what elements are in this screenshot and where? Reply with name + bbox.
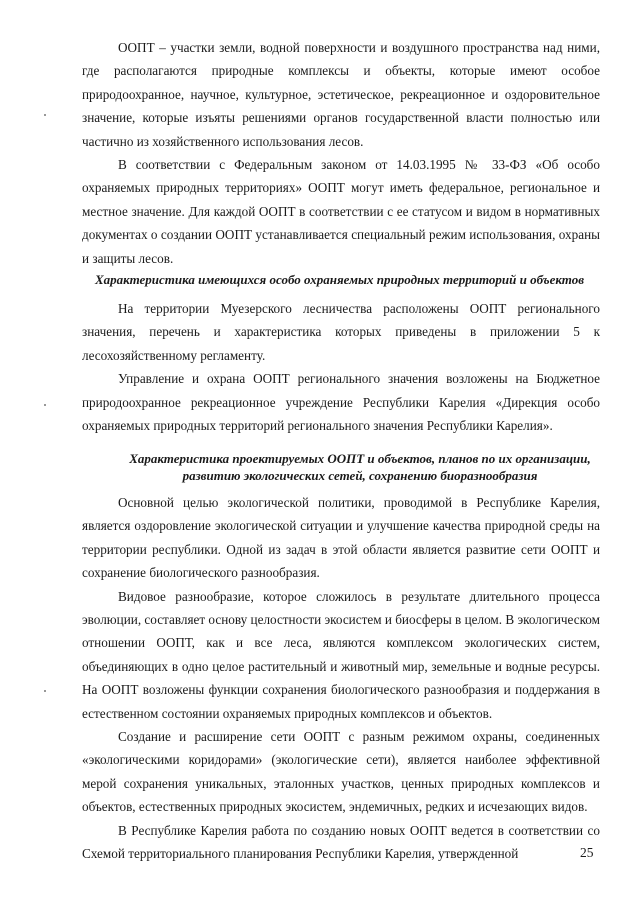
paragraph-biodiversity: Видовое разнообразие, которое сложилось в результате длительного процесса эволюции, составляет основу целостности экосистем и биосферы в целом. В экологическом отношении ООПТ, как и все леса, являются комплексом экологических систем, объединяющих в одно целое растительный и животный мир, земельные и водные ресурсы. На ООПТ возложены функции сохранения биологического разнообразия и поддержания в естественном состоянии охраняемых природных комплексов и объектов. <box>82 588 600 721</box>
paragraph-regional-oopt: На территории Муезерского лесничества расположены ООПТ регионального значения, перечень и характеристика которых приведены в приложении 5 к лесохозяйственному регламенту. <box>82 301 600 363</box>
paragraph-ecological-policy: Основной целью экологической политики, проводимой в Республике Карелия, является оздоровление экологической ситуации и улучшение качества природной среды на территории республики. Одной из задач в этой области является развитие сети ООПТ и сохранение биологического разнообразия. <box>82 495 600 581</box>
paragraph-oopt-definition: ООПТ – участки земли, водной поверхности и воздушного пространства над ними, где располагаются природные комплексы и объекты, которые имеют особое природоохранное, научное, культурное, эстетическое, рекреационное и оздоровительное значение, которые изъяты решениями органов государственной власти полностью или частично из хозяйственного использования лесов. <box>82 40 600 149</box>
page-number: 25 <box>580 845 594 860</box>
planned-oopt-section <box>82 491 600 866</box>
scan-speck <box>44 690 46 692</box>
scan-speck <box>44 404 46 406</box>
scan-speck <box>44 114 46 116</box>
section-heading-existing-oopt <box>95 271 595 288</box>
section-heading-planned-oopt <box>120 450 600 484</box>
existing-oopt-section <box>82 297 600 437</box>
paragraph-karelia-work: В Республике Карелия работа по созданию новых ООПТ ведется в соответствии со Схемой территориального планирования Республики Карелия, утвержденной <box>82 822 600 862</box>
intro-section <box>82 36 600 270</box>
paragraph-federal-law: В соответствии с Федеральным законом от 14.03.1995 № 33-ФЗ «Об особо охраняемых природных территориях» ООПТ могут иметь федеральное, региональное и местное значение. Для каждой ООПТ в соответствии с ее статусом и видом в нормативных документах о создании ООПТ устанавливается специальный режим использования, охраны и защиты лесов. <box>82 157 600 266</box>
paragraph-management: Управление и охрана ООПТ регионального значения возложены на Бюджетное природоохранное рекреационное учреждение Республики Карелия «Дирекция особо охраняемых природных территорий регионального значения Республики Карелия». <box>82 371 600 434</box>
heading-planned-oopt-line2: развитию экологических сетей, сохранению биоразнообразия <box>182 468 538 483</box>
paragraph-ecological-network: Создание и расширение сети ООПТ с разным режимом охраны, соединенных «экологическими коридорами» (экологические сети), является наиболее эффективной мерой сохранения уникальных, эталонных участков, ценных природных комплексов и объектов, естественных природных экосистем, эндемичных, редких и исчезающих видов. <box>82 729 600 815</box>
heading-existing-oopt: Характеристика имеющихся особо охраняемых природных территорий и объектов <box>95 272 585 287</box>
heading-planned-oopt-line1: Характеристика проектируемых ООПТ и объектов, планов по их организации, <box>129 451 591 466</box>
